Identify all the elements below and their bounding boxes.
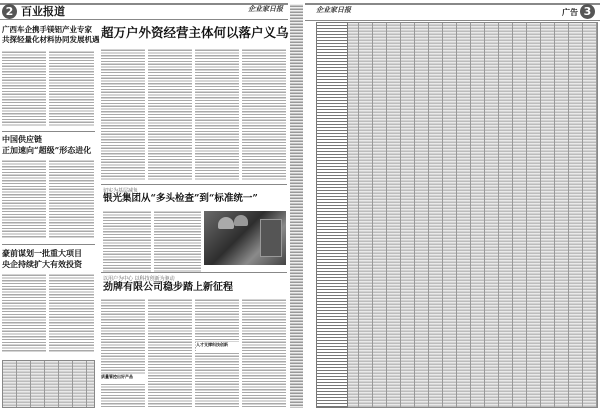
article-headline: 银光集团从“多头检查”到“标准统一” <box>103 193 258 204</box>
article-body <box>154 210 201 272</box>
article-body <box>49 273 94 353</box>
article-headline: 央企持续扩大有效投资 <box>2 259 82 269</box>
subhead: 人才支撑科技创新 <box>196 342 240 352</box>
table-label-column <box>316 22 348 408</box>
section-title: 广告 <box>562 7 578 17</box>
article-body <box>195 48 239 180</box>
header-underline <box>0 19 288 20</box>
article-headline: 劲牌有限公司稳步踏上新征程 <box>103 282 233 293</box>
article-body <box>49 50 94 126</box>
side-column <box>290 4 303 408</box>
divider <box>2 244 95 245</box>
section-title: 百业报道 <box>21 5 65 18</box>
article-body <box>101 298 145 408</box>
masthead: 企业家日报 <box>316 5 351 14</box>
article-body <box>148 298 192 408</box>
article-kicker: 切实为基层减负 <box>103 188 139 194</box>
article-body <box>2 50 46 126</box>
header-underline <box>305 20 600 21</box>
data-table <box>2 360 95 408</box>
article-body <box>242 48 286 180</box>
article-body <box>148 48 192 180</box>
page-number-badge: 3 <box>580 4 595 19</box>
article-headline: 共探轻量化材料协同发展机遇 <box>2 35 100 44</box>
subhead: 质量管控出好产品 <box>101 374 145 384</box>
article-body <box>2 273 46 353</box>
divider <box>101 184 287 185</box>
article-headline: 中国供应链 <box>2 134 42 144</box>
equipment-panel <box>260 219 282 257</box>
article-body <box>195 298 239 408</box>
article-body <box>103 210 151 272</box>
article-body <box>49 159 94 239</box>
article-headline: 豪前谋划一批重大项目 <box>2 248 82 258</box>
article-body <box>101 48 145 180</box>
divider <box>2 131 95 132</box>
article-body <box>2 159 46 239</box>
article-body <box>242 298 286 408</box>
masthead: 企业家日报 <box>248 4 283 13</box>
article-headline: 正加速向“超级”形态进化 <box>2 145 92 155</box>
advertisement-table <box>316 22 598 408</box>
article-headline: 广西车企携手镁铝产业专家 <box>2 25 92 34</box>
page-number-badge: 2 <box>2 4 17 19</box>
helmet-icon <box>218 217 234 229</box>
helmet-icon <box>234 215 248 226</box>
divider <box>101 272 287 273</box>
lead-headline: 超万户外资经营主体何以落户义乌 <box>101 25 289 40</box>
news-photo <box>204 211 286 265</box>
article-kicker: 以用户为中心 以科技创新为驱动 <box>103 276 175 282</box>
